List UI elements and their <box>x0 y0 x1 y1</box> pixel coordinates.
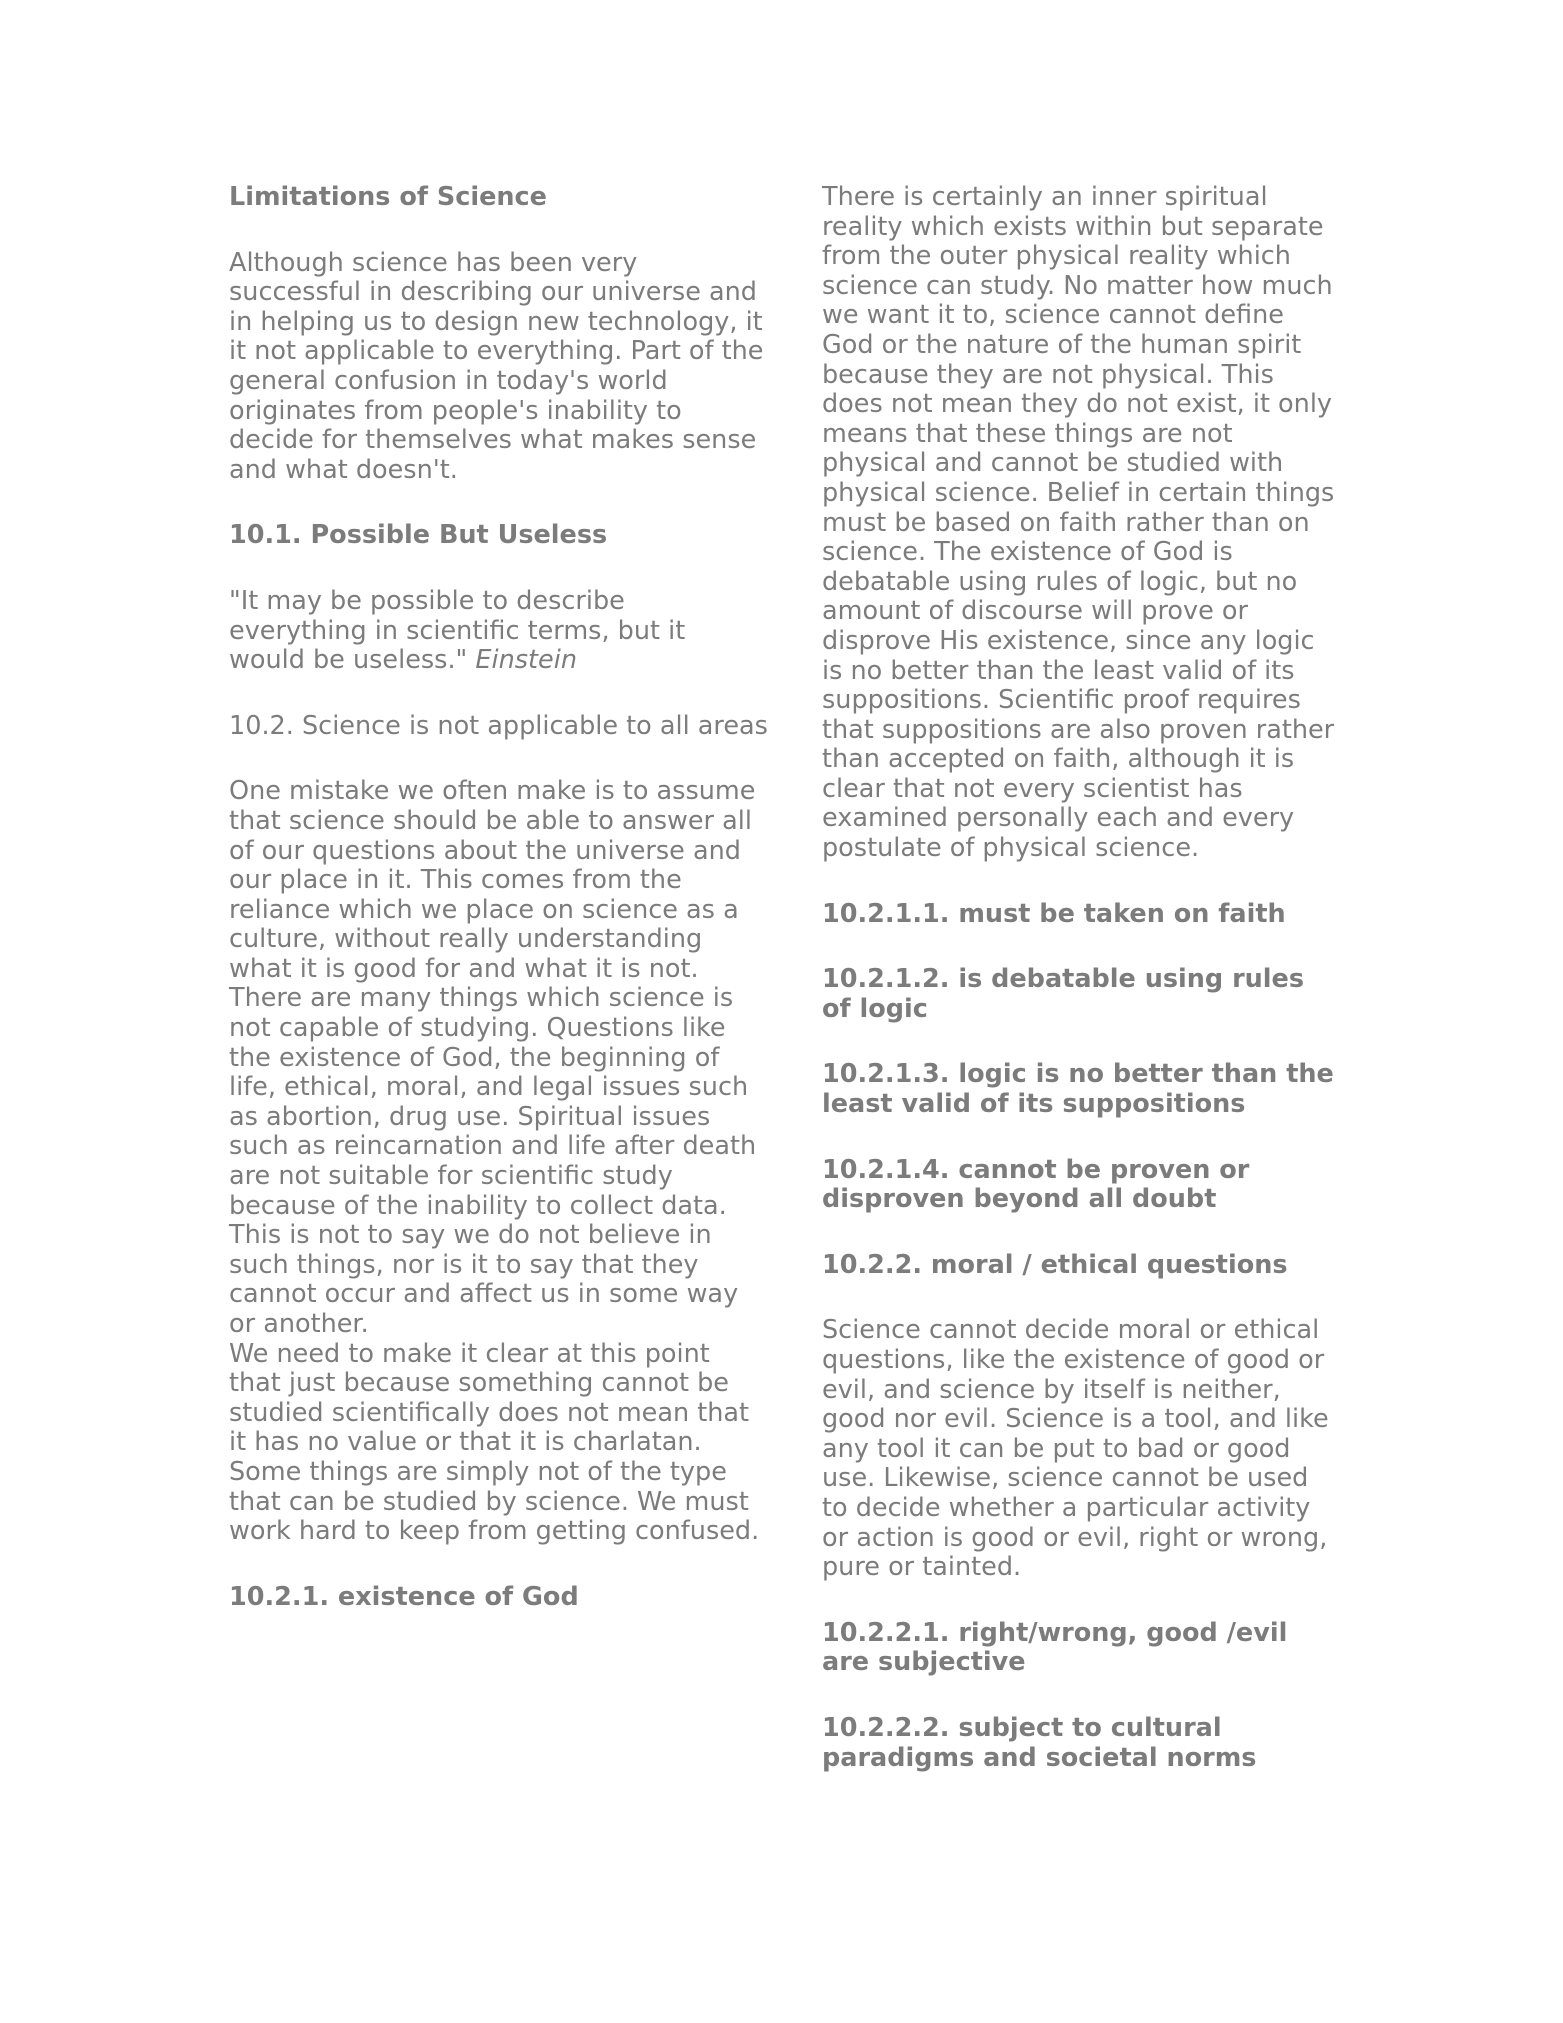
body-paragraph: Some things are simply not of the type that can be studied by science. We must work hard to keep from getting confused. <box>229 1456 760 1547</box>
heading-10-2-1-1: 10.2.1.1. must be taken on faith <box>822 898 1286 929</box>
heading-10-2-1: 10.2.1. existence of God <box>229 1581 579 1612</box>
body-paragraph: There is certainly an inner spiritual reality which exists within but separate from the outer physical reality which science can study. No matter how much we want it to, science cannot define God or the nature of the human spirit because they are not physical. This does not mean they do not exist, it only means that these things are not physical and cannot be studied with physical science. Belief in certain things must be based on faith rather than on science. The existence of God is debatable using rules of logic, but no amount of discourse will prove or disprove His existence, since any logic is no better than the least valid of its suppositions. Scientific proof requires that suppositions are also proven rather than accepted on faith, although it is clear that not every scientist has examined personally each and every postulate of physical science. <box>822 182 1335 864</box>
body-paragraph: We need to make it clear at this point that just because something cannot be studied scientifically does not mean that it has no value or that it is charlatan. <box>229 1338 750 1458</box>
heading-10-2-1-4: 10.2.1.4. cannot be proven or disproven beyond all doubt <box>822 1154 1250 1215</box>
body-paragraph: Science cannot decide moral or ethical questions, like the existence of good or evil, and science by itself is neither, good nor evil. Science is a tool, and like any tool it can be put to bad or good use. Likewise, science cannot be used to decide whether a particular activity or action is good or evil, right or wrong, pure or tainted. <box>822 1315 1329 1583</box>
einstein-quote <box>229 587 769 676</box>
document-title: Limitations of Science <box>229 182 547 212</box>
heading-10-2-1-3: 10.2.1.3. logic is no better than the least valid of its suppositions <box>822 1059 1334 1120</box>
heading-10-2: 10.2. Science is not applicable to all areas <box>229 710 768 741</box>
intro-paragraph: Although science has been very successful in describing our universe and in helping us to design new technology, it it not applicable to everything. Part of the general confusion in today's world originates from people's inability to decide for themselves what makes sense and what doesn't. <box>229 247 764 485</box>
body-paragraph: There are many things which science is not capable of studying. Questions like the existence of God, the beginning of life, ethical, moral, and legal issues such as abortion, drug use. Spiritual issues such as reincarnation and life after death are not suitable for scientific study because of the inability to collect data. This is not to say we do not believe in such things, nor is it to say that they cannot occur and affect us in some way or another. <box>229 983 757 1339</box>
left-column <box>229 183 769 1648</box>
quote-text: "It may be possible to describe everything in scientific terms, but it would be useless." <box>229 585 686 676</box>
right-column <box>822 183 1337 1809</box>
quote-author: Einstein <box>475 645 577 676</box>
heading-10-2-2: 10.2.2. moral / ethical questions <box>822 1249 1288 1280</box>
body-paragraph: One mistake we often make is to assume that science should be able to answer all of our questions about the universe and our place in it. This comes from the reliance which we place on science as a culture, without really understanding what it is good for and what it is not. <box>229 776 756 984</box>
heading-10-2-2-2: 10.2.2.2. subject to cultural paradigms and societal norms <box>822 1712 1257 1773</box>
heading-10-1: 10.1. Possible But Useless <box>229 520 608 551</box>
heading-10-2-2-1: 10.2.2.1. right/wrong, good /evil are subjective <box>822 1617 1288 1678</box>
heading-10-2-1-2: 10.2.1.2. is debatable using rules of logic <box>822 964 1305 1024</box>
